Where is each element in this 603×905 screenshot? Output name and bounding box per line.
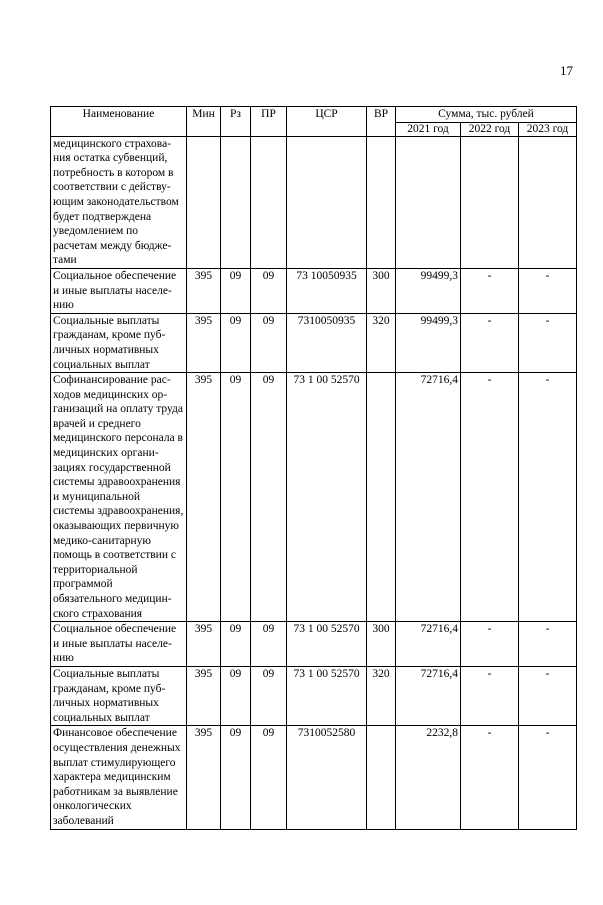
cell-rz: 09 [221,726,251,829]
cell-min [187,136,221,268]
header-pr: ПР [251,107,287,137]
cell-2023: - [519,268,577,313]
cell-2023: - [519,373,577,622]
cell-name: Социальные выплаты гражданам, кроме публичных нормативных социальных выплат [51,313,187,372]
table-body [51,136,577,829]
cell-min: 395 [187,666,221,725]
cell-2021: 72716,4 [396,622,461,667]
cell-2023 [519,136,577,268]
cell-csr: 73 1 00 52570 [287,622,367,667]
cell-rz [221,136,251,268]
budget-table [50,106,577,830]
cell-min: 395 [187,373,221,622]
cell-csr: 73 1 00 52570 [287,373,367,622]
table-row [51,373,577,622]
cell-min: 395 [187,726,221,829]
cell-vr [367,373,396,622]
cell-2022: - [461,622,519,667]
table-row [51,622,577,667]
cell-2023: - [519,726,577,829]
cell-2022 [461,136,519,268]
cell-rz: 09 [221,373,251,622]
page-number: 17 [560,63,573,78]
cell-2022: - [461,373,519,622]
cell-name: Социальное обеспечение и иные выплаты населению [51,268,187,313]
cell-2021: 72716,4 [396,373,461,622]
cell-2021: 99499,3 [396,313,461,372]
cell-min: 395 [187,268,221,313]
cell-rz: 09 [221,666,251,725]
cell-csr [287,136,367,268]
cell-pr: 09 [251,666,287,725]
header-sum: Сумма, тыс. рублей [396,107,577,123]
cell-2023: - [519,666,577,725]
cell-name: Социальные выплаты гражданам, кроме публичных нормативных социальных выплат [51,666,187,725]
cell-vr: 300 [367,622,396,667]
cell-2023: - [519,622,577,667]
cell-2022: - [461,666,519,725]
cell-csr: 73 1 00 52570 [287,666,367,725]
cell-2022: - [461,313,519,372]
cell-pr: 09 [251,622,287,667]
header-min: Мин [187,107,221,137]
cell-csr: 7310050935 [287,313,367,372]
cell-min: 395 [187,313,221,372]
header-csr: ЦСР [287,107,367,137]
cell-name: Финансовое обеспечение осуществления денежных выплат стимулирующего характера медицинским работникам за выявление онкологических заболеваний [51,726,187,829]
cell-name: Социальное обеспечение и иные выплаты населению [51,622,187,667]
header-year-2021: 2021 год [396,122,461,136]
table-row [51,313,577,372]
header-vr: ВР [367,107,396,137]
cell-rz: 09 [221,268,251,313]
table-row [51,268,577,313]
cell-vr: 320 [367,313,396,372]
header-rz: Рз [221,107,251,137]
table-row [51,666,577,725]
table-row [51,136,577,268]
cell-2021: 99499,3 [396,268,461,313]
cell-vr: 300 [367,268,396,313]
header-year-2023: 2023 год [519,122,577,136]
cell-csr: 73 10050935 [287,268,367,313]
cell-2021: 72716,4 [396,666,461,725]
cell-min: 395 [187,622,221,667]
cell-pr [251,136,287,268]
cell-pr: 09 [251,313,287,372]
cell-pr: 09 [251,373,287,622]
cell-pr: 09 [251,268,287,313]
cell-2021: 2232,8 [396,726,461,829]
cell-csr: 7310052580 [287,726,367,829]
cell-2022: - [461,268,519,313]
cell-2022: - [461,726,519,829]
cell-rz: 09 [221,313,251,372]
table-row [51,726,577,829]
cell-vr [367,136,396,268]
cell-rz: 09 [221,622,251,667]
cell-vr: 320 [367,666,396,725]
cell-2021 [396,136,461,268]
header-name: Наименование [51,107,187,137]
cell-name: Софинансирование расходов медицинских организаций на оплату труда врачей и среднего медицинского персонала в медицинских организациях государственной системы здравоохранения и муниципальной системы здравоохранения, оказывающих первичную медико-санитарную помощь в соответствии с территориальной программой обязательного медицинского страхования [51,373,187,622]
cell-pr: 09 [251,726,287,829]
cell-2023: - [519,313,577,372]
cell-name: медицинского страхования остатка субвенций, потребность в котором в соответствии с действующим законодательством будет подтверждена уведомлением по расчетам между бюджетами [51,136,187,268]
cell-vr [367,726,396,829]
header-year-2022: 2022 год [461,122,519,136]
